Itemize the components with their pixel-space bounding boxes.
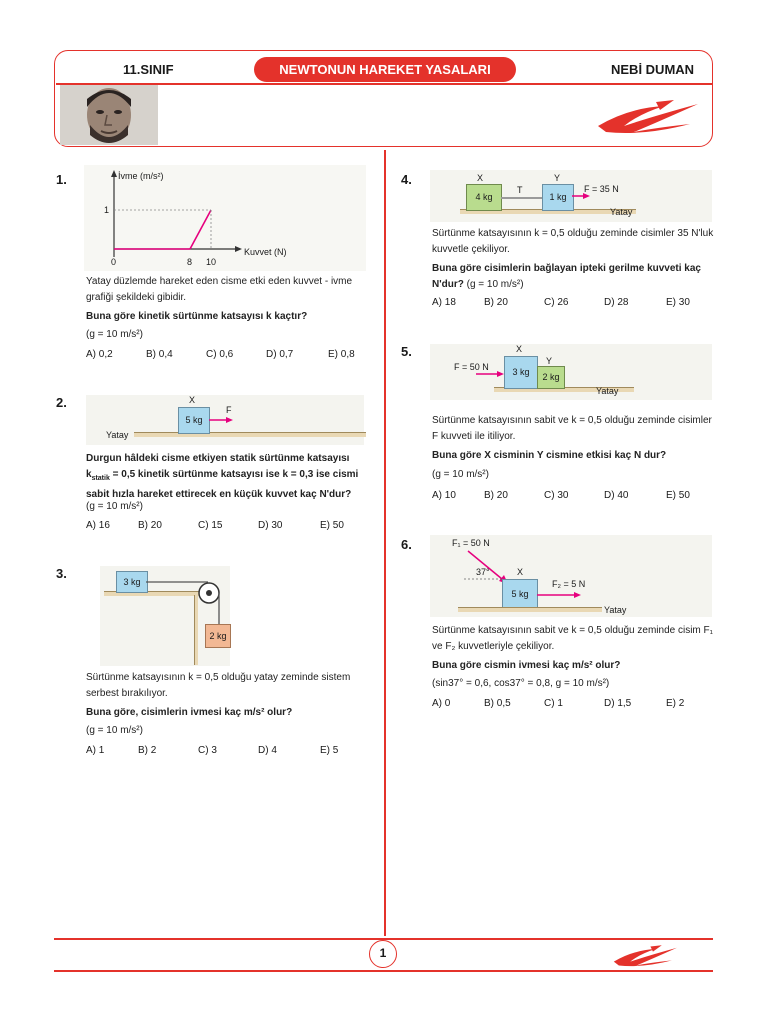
q6-mass: 5 kg [511, 589, 529, 599]
q5-labelY: Y [546, 356, 553, 366]
q2-choice-e[interactable]: E) 50 [320, 520, 344, 531]
q5-choice-b[interactable]: B) 20 [484, 490, 508, 501]
q1-choice-c[interactable]: C) 0,6 [206, 349, 234, 360]
q6-figure [430, 535, 712, 617]
q2-choice-c[interactable]: C) 15 [198, 520, 223, 531]
q5-massX: 3 kg [512, 367, 530, 377]
q4-choice-d[interactable]: D) 28 [604, 297, 629, 308]
q6-choice-a[interactable]: A) 0 [432, 698, 451, 709]
logo-icon [594, 98, 704, 136]
q3-choice-e[interactable]: E) 5 [320, 745, 339, 756]
q6-given: (sin37° = 0,6, cos37° = 0,8, g = 10 m/s²) [432, 678, 610, 689]
q6-choice-e[interactable]: E) 2 [666, 698, 685, 709]
q2-force-arrow [209, 415, 233, 425]
q6-choices [432, 698, 684, 709]
q5-choice-c[interactable]: C) 30 [544, 490, 569, 501]
author-name: NEBİ DUMAN [611, 62, 695, 77]
q1-number: 1. [56, 172, 67, 187]
q5-question: Buna göre X cisminin Y cismine etkisi kaç N dur? [432, 450, 667, 461]
q1-tick-y1: 1 [104, 205, 110, 215]
q3-choice-c[interactable]: C) 3 [198, 745, 217, 756]
q6-block [502, 579, 538, 609]
q2-choices [86, 520, 344, 531]
page-number: 1 [379, 946, 387, 960]
q1-choice-b[interactable]: B) 0,4 [146, 349, 173, 360]
q1-ylabel: İvme (m/s²) [118, 171, 164, 181]
q3-choice-d[interactable]: D) 4 [258, 745, 277, 756]
q6-choice-b[interactable]: B) 0,5 [484, 698, 511, 709]
q2-question-a: Durgun hâldeki cisme etkiyen statik sürtünme katsayısı [86, 453, 350, 464]
q5-blockX [504, 356, 538, 389]
q5-choice-e[interactable]: E) 50 [666, 490, 690, 501]
q5-labelX: X [516, 344, 523, 354]
q3-choices [86, 745, 338, 756]
q6-label: X [517, 567, 524, 577]
q4-tension: T [517, 185, 523, 195]
q6-floor-label: Yatay [604, 605, 627, 615]
q1-tick-x10: 10 [206, 257, 217, 267]
q3-block2 [205, 624, 231, 648]
q5-text: Sürtünme katsayısının sabit ve k = 0,5 olduğu zeminde cisimler F kuvveti ile itiliyor. [432, 415, 712, 442]
q4-choices [432, 297, 690, 308]
page-title: NEWTONUN HAREKET YASALARI [254, 57, 516, 82]
q1-tick-x0: 0 [111, 257, 117, 267]
q1-xlabel: Kuvvet (N) [244, 247, 287, 257]
page-number-badge [369, 940, 397, 968]
q4-labelY: Y [554, 173, 561, 183]
q2-question-c: = 0,5 kinetik sürtünme katsayısı ise k = 0,3 ise cismi sabit hızla hareket ettirecek en küçük kuvvet kaç N'dur? [86, 469, 359, 500]
q6-text: Sürtünme katsayısının sabit ve k = 0,5 olduğu zeminde cisim F₁ ve F₂ kuvvetleriyle çekiliyor. [432, 625, 714, 652]
q5-choices [432, 490, 690, 501]
q2-question [86, 451, 368, 503]
q1-choice-a[interactable]: A) 0,2 [86, 349, 113, 360]
q4-given: (g = 10 m/s²) [466, 279, 524, 290]
q2-block-label: X [189, 395, 196, 405]
q3-number: 3. [56, 566, 67, 581]
q5-figure [430, 344, 712, 400]
q3-mass2: 2 kg [209, 631, 227, 641]
q3-block1 [116, 571, 148, 593]
q2-choice-d[interactable]: D) 30 [258, 520, 283, 531]
q2-block [178, 407, 210, 434]
q3-question: Buna göre, cisimlerin ivmesi kaç m/s² olur? [86, 707, 293, 718]
column-divider [384, 150, 386, 936]
q3-mass1: 3 kg [123, 577, 141, 587]
q6-f2-arrow [537, 590, 581, 600]
q1-graph [84, 165, 366, 271]
q1-question: Buna göre kinetik sürtünme katsayısı k kaçtır? [86, 311, 308, 322]
q6-f1-label: F₁ = 50 N [452, 538, 490, 548]
q3-given: (g = 10 m/s²) [86, 725, 143, 736]
q5-floor-label: Yatay [596, 386, 619, 396]
q2-floor-label: Yatay [106, 430, 129, 440]
q2-floor [134, 432, 366, 437]
q4-floor-label: Yatay [610, 207, 633, 217]
q5-number: 5. [401, 344, 412, 359]
q6-floor [458, 607, 602, 612]
q5-choice-d[interactable]: D) 40 [604, 490, 629, 501]
footer-logo-icon [606, 944, 686, 968]
q6-choice-d[interactable]: D) 1,5 [604, 698, 632, 709]
q4-text: Sürtünme katsayısının k = 0,5 olduğu zeminde cisimler 35 N'luk kuvvetle çekiliyor. [432, 228, 714, 255]
q1-choice-d[interactable]: D) 0,7 [266, 349, 294, 360]
q4-figure [430, 170, 712, 222]
q4-choice-c[interactable]: C) 26 [544, 297, 569, 308]
q5-massY: 2 kg [542, 372, 560, 382]
q6-angle: 37° [476, 567, 490, 577]
q4-question-wrap [432, 261, 714, 293]
q3-choice-b[interactable]: B) 2 [138, 745, 157, 756]
q2-number: 2. [56, 395, 67, 410]
q2-mass: 5 kg [185, 415, 203, 425]
q4-blockX [466, 184, 502, 211]
q4-massY: 1 kg [549, 192, 567, 202]
q1-text: Yatay düzlemde hareket eden cisme etki eden kuvvet - ivme grafiği şekildeki gibidir. [86, 276, 353, 303]
grade-label: 11.SINIF [123, 62, 174, 77]
q2-question-sub: statik [91, 475, 110, 482]
q2-choice-a[interactable]: A) 16 [86, 520, 110, 531]
q1-choices [86, 349, 355, 360]
q6-question: Buna göre cismin ivmesi kaç m/s² olur? [432, 660, 621, 671]
q2-question-b: k [86, 469, 92, 480]
q2-force-label: F [226, 405, 232, 415]
q4-blockY [542, 184, 574, 211]
q4-force-label: F = 35 N [584, 184, 619, 194]
q1-tick-x8: 8 [187, 257, 193, 267]
q4-rope [501, 197, 542, 199]
q5-force-label: F = 50 N [454, 362, 489, 372]
q4-question: Buna göre cisimlerin bağlayan ipteki gerilme kuvveti kaç N'dur? [432, 263, 701, 290]
q5-given: (g = 10 m/s²) [432, 469, 489, 480]
q3-pulley [146, 572, 226, 632]
q6-choice-c[interactable]: C) 1 [544, 698, 563, 709]
footer-line-bottom [54, 970, 713, 972]
author-portrait [60, 85, 158, 145]
q4-labelX: X [477, 173, 484, 183]
q5-force-arrow [476, 369, 504, 379]
q1-given: (g = 10 m/s²) [86, 329, 143, 340]
q5-choice-a[interactable]: A) 10 [432, 490, 456, 501]
q2-given: (g = 10 m/s²) [86, 501, 143, 512]
q3-figure [100, 566, 230, 666]
q3-choice-a[interactable]: A) 1 [86, 745, 105, 756]
q4-massX: 4 kg [475, 192, 493, 202]
q4-number: 4. [401, 172, 412, 187]
q4-choice-e[interactable]: E) 30 [666, 297, 690, 308]
q4-choice-a[interactable]: A) 18 [432, 297, 456, 308]
q4-choice-b[interactable]: B) 20 [484, 297, 508, 308]
q6-f2-label: F₂ = 5 N [552, 579, 586, 589]
q2-choice-b[interactable]: B) 20 [138, 520, 162, 531]
q5-blockY [537, 366, 565, 389]
q6-number: 6. [401, 537, 412, 552]
q3-text: Sürtünme katsayısının k = 0,5 olduğu yatay zeminde sistem serbest bırakılıyor. [86, 672, 351, 699]
q1-choice-e[interactable]: E) 0,8 [328, 349, 355, 360]
